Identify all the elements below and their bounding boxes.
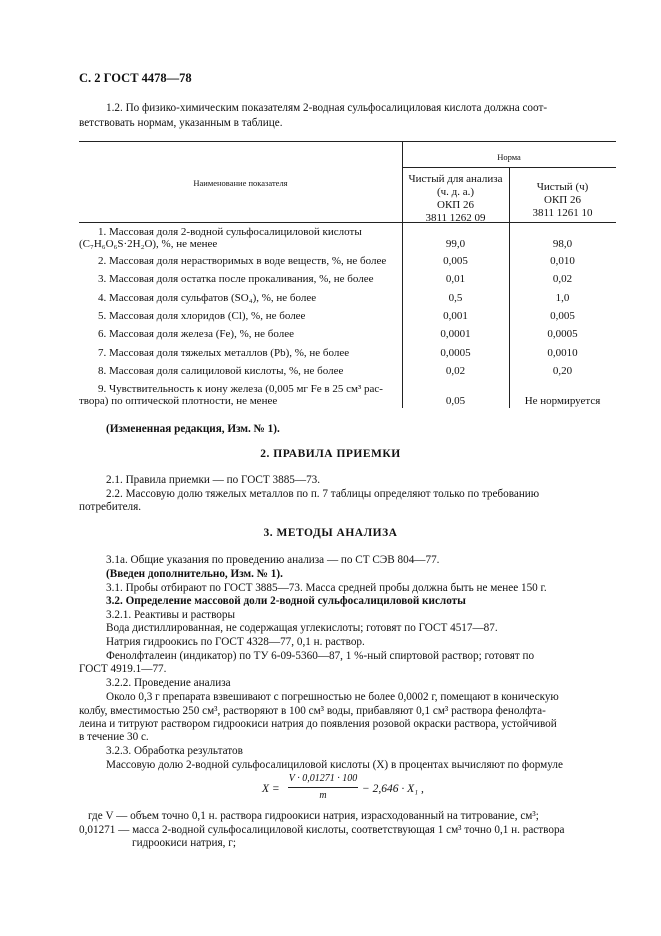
table-cell: 1,0 [555, 292, 570, 304]
section-3-title: 3. МЕТОДЫ АНАЛИЗА [263, 527, 398, 539]
table-row-name: твора) по оптической плотности, не менее [79, 395, 278, 407]
table-cell: 0,0005 [440, 347, 471, 359]
reagent-1: Вода дистиллированная, не содержащая углекислоты; готовят по ГОСТ 4517—87. [106, 622, 498, 634]
table-cell: 0,01 [445, 273, 466, 285]
table-row-name: 9. Чувствительность к иону железа (0,005 мг Fe в 25 см³ рас- [98, 383, 383, 395]
section-3-p31: 3.1. Пробы отбирают по ГОСТ 3885—73. Масса средней пробы должна быть не менее 150 г. [106, 582, 547, 594]
table-cell: 0,010 [550, 255, 575, 267]
intro-line-1: 1.2. По физико-химическим показателям 2-водная сульфосалициловая кислота должна соот- [106, 102, 548, 114]
formula-lhs: X = [262, 783, 280, 795]
section-2-title: 2. ПРАВИЛА ПРИЕМКИ [260, 448, 401, 460]
norm-header: Норма [497, 152, 521, 162]
formula-rhs: − 2,646 · X₁ , [362, 783, 424, 795]
formula-fraction-bar [288, 787, 358, 788]
col2-header: Чистый (ч) ОКП 26 3811 1261 10 [532, 181, 593, 219]
table-cell: 99,0 [445, 238, 466, 250]
table-row-name: 5. Массовая доля хлоридов (Cl), %, не более [98, 310, 306, 322]
table-cell: 0,005 [550, 310, 575, 322]
table-row-name: 7. Массовая доля тяжелых металлов (Pb), %, не более [98, 347, 350, 359]
section-3-p323: 3.2.3. Обработка результатов [106, 745, 243, 757]
table-cell: 0,05 [445, 395, 466, 407]
table-cell: 0,0010 [547, 347, 578, 359]
section-2-p2-cont: потребителя. [79, 501, 142, 513]
reagent-3: Фенолфталеин (индикатор) по ТУ 6-09-5360—87, 1 %-ный спиртовой раствор; готовят по [106, 650, 535, 662]
analysis-line-1: Около 0,3 г препарата взвешивают с погрешностью не более 0,0002 г, помещают в коническую [106, 691, 559, 703]
col1-header: Чистый для анализа (ч. д. а.) ОКП 26 3811 1262 09 [408, 173, 503, 224]
reagent-2: Натрия гидроокись по ГОСТ 4328—77, 0,1 н. раствор. [106, 636, 365, 648]
calc-intro: Массовую долю 2-водной сульфосалициловой кислоты (X) в процентах вычисляют по формуле [106, 759, 563, 771]
formula-denominator: m [319, 790, 327, 801]
table-row-name: (C₇H₆O₆S·2H₂O), %, не менее [79, 238, 218, 250]
table-cell: 0,0005 [547, 328, 578, 340]
table-cell: 0,20 [552, 365, 573, 377]
table-cell: 0,005 [443, 255, 468, 267]
analysis-line-3: леина и титруют раствором гидроокиси натрия до появления розовой окраски раствора, устойчивой [79, 718, 557, 730]
table-row-name: 2. Массовая доля нерастворимых в воде веществ, %, не более [98, 255, 387, 267]
section-3-p322: 3.2.2. Проведение анализа [106, 677, 231, 689]
where-line-2: 0,01271 — масса 2-водной сульфосалициловой кислоты, соответствующая 1 см³ точно 0,1 н. раствора [79, 824, 565, 836]
table-cell: 0,001 [443, 310, 468, 322]
table-cell: 98,0 [552, 238, 573, 250]
table-row-name: 4. Массовая доля сульфатов (SO₄), %, не более [98, 292, 317, 304]
intro-line-2: ветствовать нормам, указанным в таблице. [79, 117, 283, 129]
where-line-1: где V — объем точно 0,1 н. раствора гидроокиси натрия, израсходованный на титрование, см³; [88, 810, 539, 822]
norms-table [79, 141, 616, 408]
section-3-p1a-note: (Введен дополнительно, Изм. № 1). [106, 568, 283, 580]
amendment-note: (Измененная редакция, Изм. № 1). [106, 423, 280, 435]
section-3-p32: 3.2. Определение массовой доли 2-водной сульфосалициловой кислоты [106, 595, 466, 607]
section-3-p321: 3.2.1. Реактивы и растворы [106, 609, 235, 621]
table-row-name: 8. Массовая доля салициловой кислоты, %, не более [98, 365, 344, 377]
table-row-name: 1. Массовая доля 2-водной сульфосалициловой кислоты [98, 226, 362, 238]
analysis-line-2: колбу, вместимостью 250 см³, растворяют в 100 см³ воды, прибавляют 0,1 см³ раствора фенолфта- [79, 705, 546, 717]
reagent-3-cont: ГОСТ 4919.1—77. [79, 663, 167, 675]
page-header: С. 2 ГОСТ 4478—78 [79, 71, 192, 85]
table-cell: 0,02 [552, 273, 573, 285]
table-row-name: 3. Массовая доля остатка после прокаливания, %, не более [98, 273, 374, 285]
where-line-2-cont: гидроокиси натрия, г; [132, 837, 236, 849]
formula-numerator: V · 0,01271 · 100 [288, 773, 358, 784]
section-3-p1a: 3.1а. Общие указания по проведению анализа — по СТ СЭВ 804—77. [106, 554, 440, 566]
table-cell: 0,0001 [440, 328, 471, 340]
table-cell: 0,02 [445, 365, 466, 377]
section-2-p1: 2.1. Правила приемки — по ГОСТ 3885—73. [106, 474, 321, 486]
table-cell: Не нормируется [524, 395, 601, 407]
analysis-line-4: в течение 30 с. [79, 731, 149, 743]
section-2-p2: 2.2. Массовую долю тяжелых металлов по п. 7 таблицы определяют только по требованию [106, 488, 540, 500]
col-name-header: Наименование показателя [193, 178, 288, 188]
table-cell: 0,5 [448, 292, 463, 304]
table-row-name: 6. Массовая доля железа (Fe), %, не более [98, 328, 294, 340]
